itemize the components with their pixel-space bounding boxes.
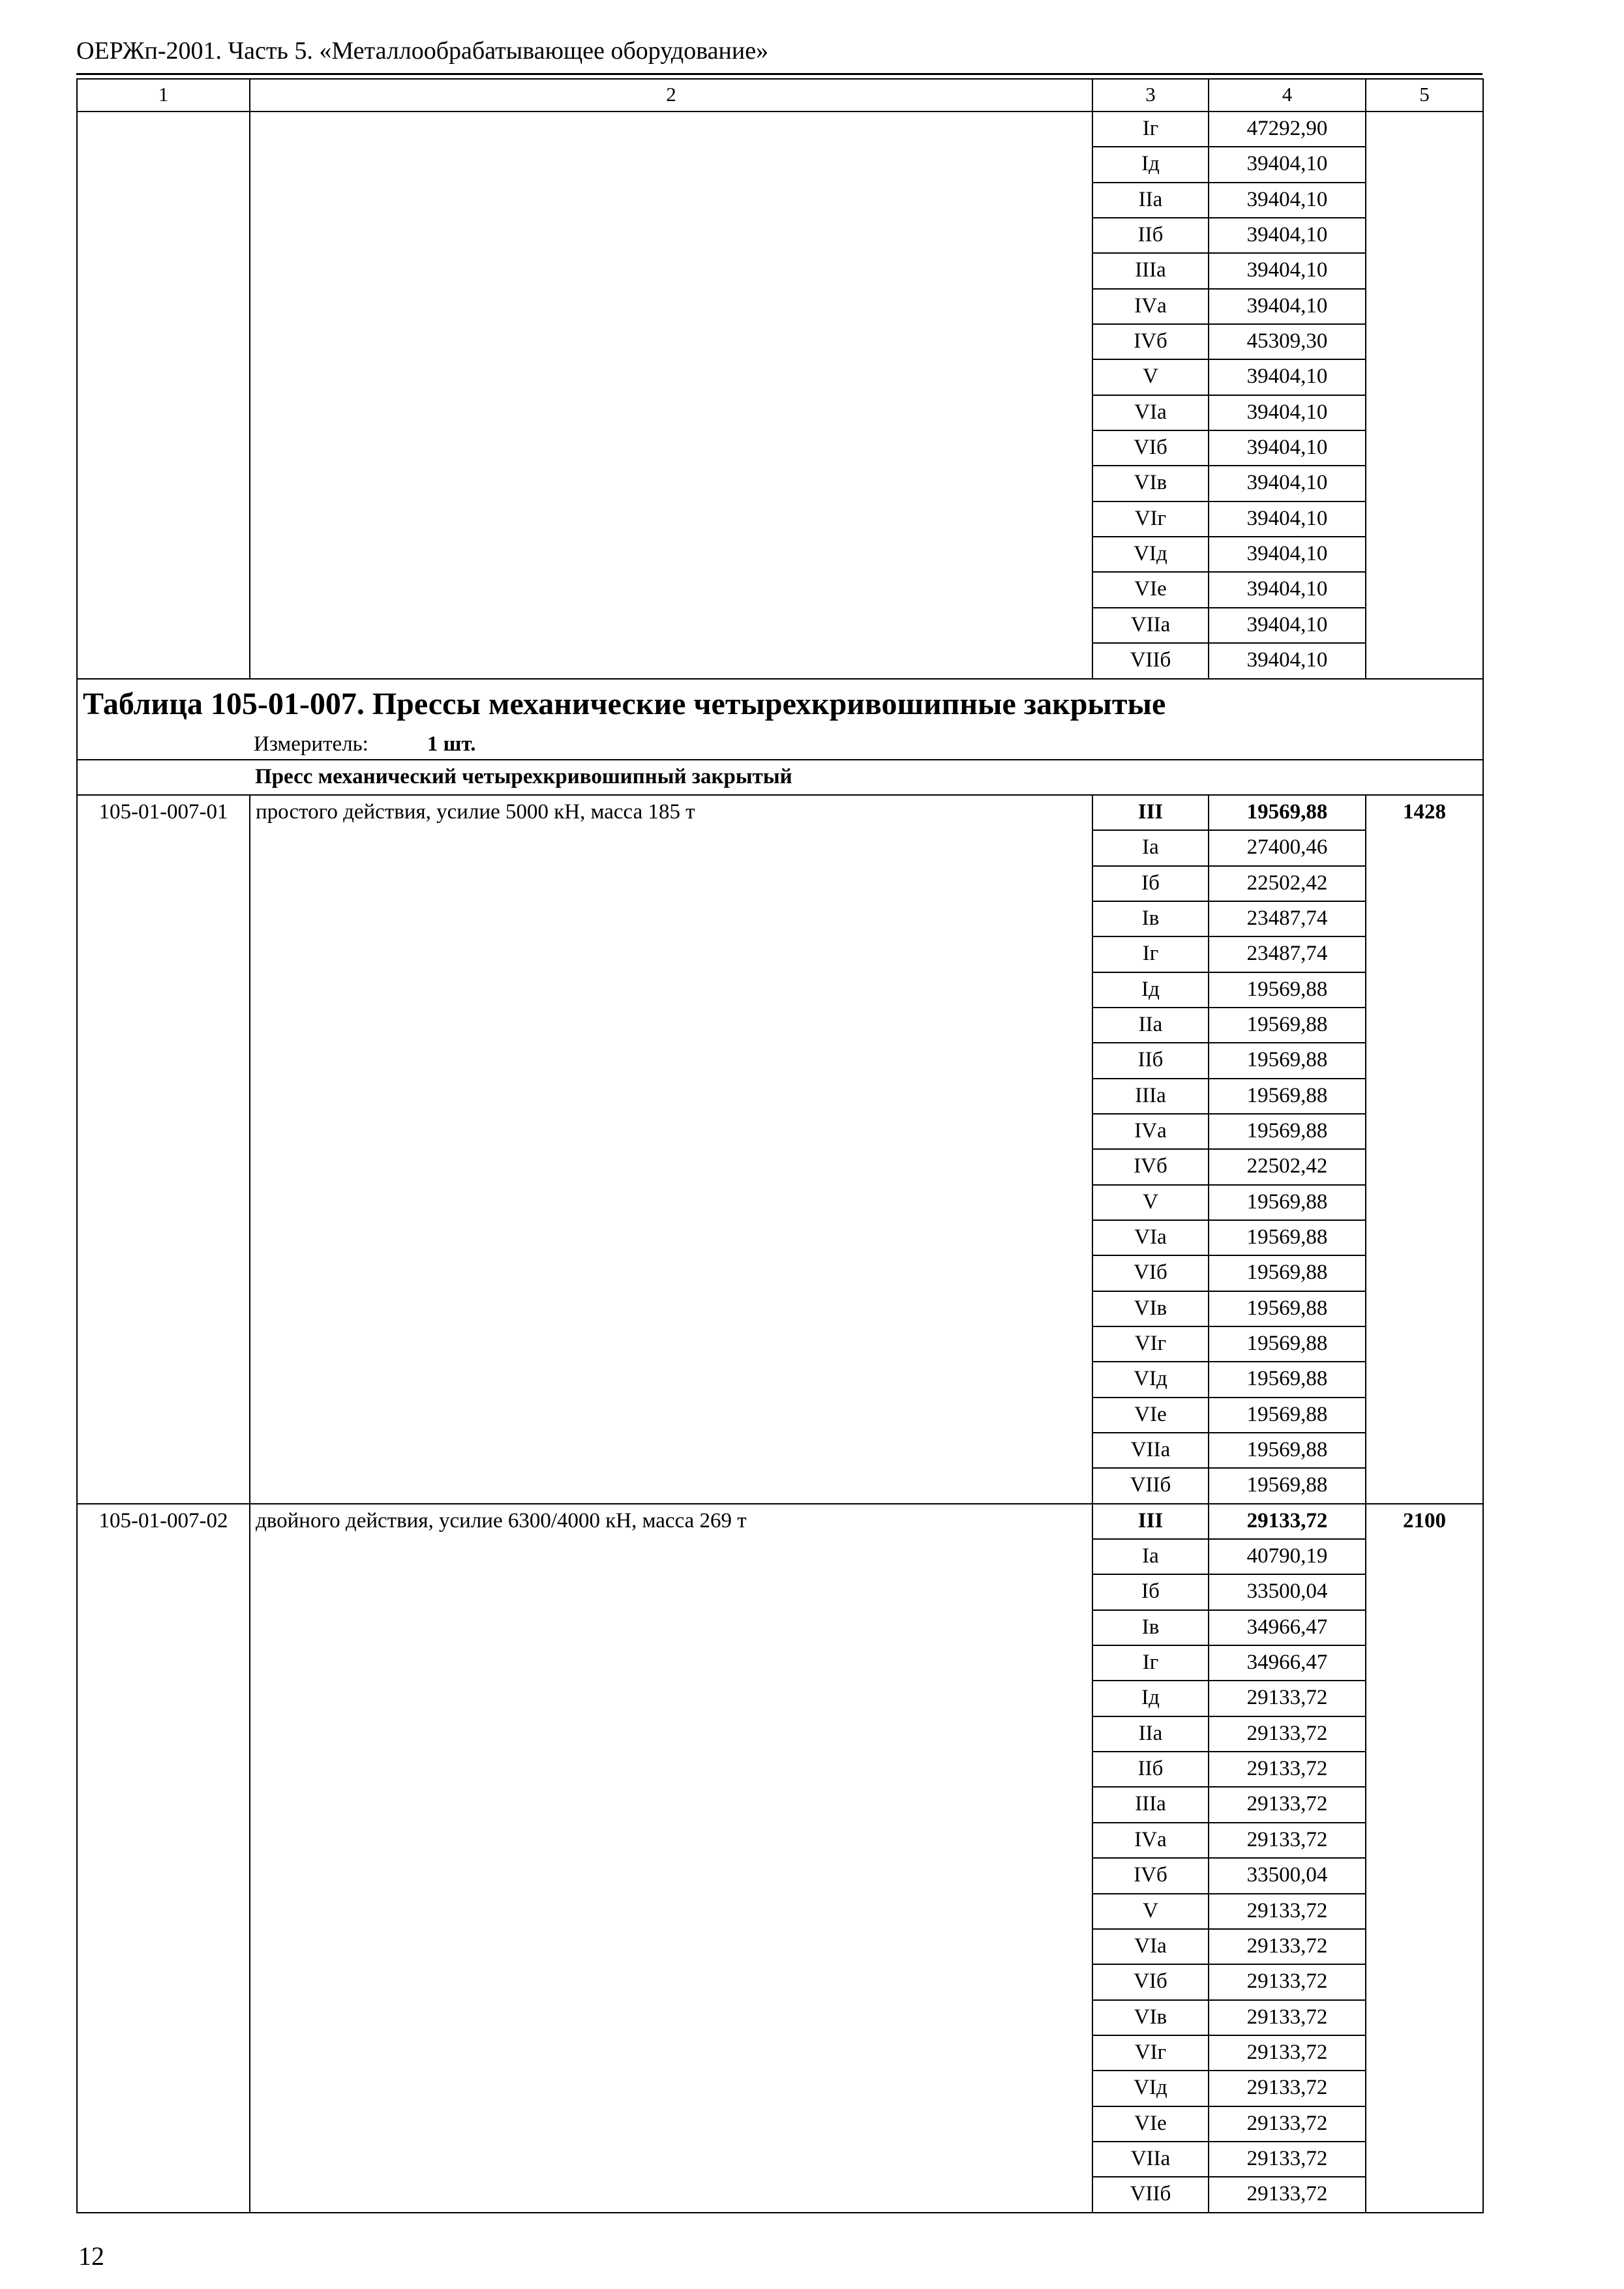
price-cell: 23487,74 (1209, 901, 1366, 936)
price-cell: 39404,10 (1209, 183, 1366, 218)
price-table (76, 78, 1484, 2213)
column-number-1: 1 (77, 79, 250, 112)
price-cell: 39404,10 (1209, 289, 1366, 324)
price-cell: 29133,72 (1209, 1681, 1366, 1716)
price-cell: 39404,10 (1209, 395, 1366, 430)
zone-cell: Iг (1092, 936, 1209, 972)
price-cell: 29133,72 (1209, 2142, 1366, 2177)
price-cell: 45309,30 (1209, 324, 1366, 359)
zone-cell: Iв (1092, 1610, 1209, 1645)
zone-cell: VIб (1092, 430, 1209, 466)
empty-cell (1366, 112, 1483, 679)
price-cell: 29133,72 (1209, 2000, 1366, 2035)
zone-cell: VIIб (1092, 2177, 1209, 2212)
zone-cell: IIIа (1092, 1079, 1209, 1114)
table-title-cell (77, 679, 1483, 760)
zone-cell: VIIб (1092, 643, 1209, 678)
column-number-4: 4 (1209, 79, 1366, 112)
zone-cell: VIд (1092, 537, 1209, 572)
price-cell: 22502,42 (1209, 1149, 1366, 1184)
measure-label: Измеритель: (254, 732, 368, 756)
zone-cell: VIб (1092, 1255, 1209, 1291)
item-description: простого действия, усилие 5000 кН, масса 185 т (250, 795, 1092, 1504)
description-cell (250, 112, 1092, 679)
price-cell: 19569,88 (1209, 1220, 1366, 1255)
zone-cell: IIIа (1092, 1787, 1209, 1822)
price-cell: 19569,88 (1209, 1433, 1366, 1468)
item-description: двойного действия, усилие 6300/4000 кН, масса 269 т (250, 1504, 1092, 2213)
price-cell: 39404,10 (1209, 218, 1366, 253)
price-cell: 29133,72 (1209, 1787, 1366, 1822)
zone-cell: IVб (1092, 1149, 1209, 1184)
zone-cell: VIIа (1092, 1433, 1209, 1468)
zone-cell: VIа (1092, 1929, 1209, 1964)
table-row (77, 112, 1483, 147)
column-number-5: 5 (1366, 79, 1483, 112)
price-cell: 34966,47 (1209, 1645, 1366, 1681)
price-cell: 29133,72 (1209, 1929, 1366, 1964)
zone-cell: Iв (1092, 901, 1209, 936)
page-header-title: ОЕРЖп-2001. Часть 5. «Металлообрабатывающее оборудование» (76, 37, 769, 65)
price-cell: 19569,88 (1209, 1362, 1366, 1397)
price-cell: 19569,88 (1209, 1114, 1366, 1149)
zone-cell: IVа (1092, 1823, 1209, 1858)
price-cell: 19569,88 (1209, 1291, 1366, 1326)
table-title-row (77, 679, 1483, 760)
zone-cell: Iб (1092, 866, 1209, 901)
price-cell: 29133,72 (1209, 1504, 1366, 1539)
zone-cell: Iд (1092, 972, 1209, 1008)
price-cell: 29133,72 (1209, 1752, 1366, 1787)
price-cell: 39404,10 (1209, 147, 1366, 182)
price-cell: 23487,74 (1209, 936, 1366, 972)
page-number: 12 (78, 2241, 104, 2271)
zone-cell: V (1092, 1894, 1209, 1929)
zone-cell: VIб (1092, 1964, 1209, 1999)
column-number-3: 3 (1092, 79, 1209, 112)
zone-cell: IIа (1092, 183, 1209, 218)
zone-cell: VIд (1092, 2071, 1209, 2106)
zone-cell: IIа (1092, 1008, 1209, 1043)
price-cell: 29133,72 (1209, 2106, 1366, 2142)
zone-cell: VIе (1092, 2106, 1209, 2142)
price-cell: 29133,72 (1209, 1964, 1366, 1999)
zone-cell: IIб (1092, 1043, 1209, 1078)
zone-cell: VIIб (1092, 1468, 1209, 1503)
zone-cell: IIб (1092, 218, 1209, 253)
unit-cell: 2100 (1366, 1504, 1483, 2213)
price-cell: 19569,88 (1209, 795, 1366, 830)
zone-cell: VIв (1092, 2000, 1209, 2035)
price-cell: 39404,10 (1209, 253, 1366, 288)
zone-cell: VIд (1092, 1362, 1209, 1397)
zone-cell: Iг (1092, 1645, 1209, 1681)
price-cell: 19569,88 (1209, 1043, 1366, 1078)
zone-cell: III (1092, 795, 1209, 830)
price-cell: 29133,72 (1209, 2071, 1366, 2106)
price-cell: 19569,88 (1209, 972, 1366, 1008)
header-rule (76, 73, 1482, 75)
price-cell: 29133,72 (1209, 1894, 1366, 1929)
price-cell: 39404,10 (1209, 608, 1366, 643)
price-cell: 19569,88 (1209, 1326, 1366, 1362)
price-cell: 47292,90 (1209, 112, 1366, 147)
price-cell: 27400,46 (1209, 830, 1366, 865)
zone-cell: IVа (1092, 1114, 1209, 1149)
column-number-row (77, 79, 1483, 112)
item-code: 105-01-007-02 (77, 1504, 250, 2213)
table-title: Таблица 105-01-007. Прессы механические четырехкривошипные закрытые (83, 686, 1166, 721)
price-cell: 39404,10 (1209, 501, 1366, 537)
zone-cell: VIг (1092, 501, 1209, 537)
zone-cell: III (1092, 1504, 1209, 1539)
table-row (77, 795, 1483, 830)
zone-cell: VIIа (1092, 2142, 1209, 2177)
zone-cell: VIв (1092, 1291, 1209, 1326)
zone-cell: Iб (1092, 1574, 1209, 1609)
column-number-2: 2 (250, 79, 1092, 112)
zone-cell: VIг (1092, 2035, 1209, 2071)
unit-cell: 1428 (1366, 795, 1483, 1504)
zone-cell: VIг (1092, 1326, 1209, 1362)
table-body (77, 112, 1483, 2213)
zone-cell: Iг (1092, 112, 1209, 147)
price-cell: 19569,88 (1209, 1398, 1366, 1433)
zone-cell: IIIа (1092, 253, 1209, 288)
zone-cell: Iа (1092, 1539, 1209, 1574)
price-cell: 29133,72 (1209, 1823, 1366, 1858)
zone-cell: IIа (1092, 1716, 1209, 1752)
measure-line (83, 729, 1477, 759)
price-cell: 22502,42 (1209, 866, 1366, 901)
price-cell: 39404,10 (1209, 359, 1366, 395)
zone-cell: Iд (1092, 1681, 1209, 1716)
zone-cell: Iд (1092, 147, 1209, 182)
price-cell: 19569,88 (1209, 1468, 1366, 1503)
item-code: 105-01-007-01 (77, 795, 250, 1504)
price-cell: 19569,88 (1209, 1079, 1366, 1114)
code-cell (77, 112, 250, 679)
group-row (77, 760, 1483, 795)
price-cell: 19569,88 (1209, 1008, 1366, 1043)
price-cell: 39404,10 (1209, 643, 1366, 678)
zone-cell: VIе (1092, 572, 1209, 607)
zone-cell: IIб (1092, 1752, 1209, 1787)
zone-cell: VIIа (1092, 608, 1209, 643)
group-heading: Пресс механический четырехкривошипный закрытый (77, 760, 1483, 795)
zone-cell: VIа (1092, 395, 1209, 430)
price-cell: 29133,72 (1209, 1716, 1366, 1752)
measure-value: 1 шт. (427, 732, 476, 756)
zone-cell: IVб (1092, 1858, 1209, 1893)
zone-cell: V (1092, 359, 1209, 395)
price-cell: 39404,10 (1209, 537, 1366, 572)
zone-cell: VIа (1092, 1220, 1209, 1255)
table-row (77, 1504, 1483, 1539)
price-cell: 40790,19 (1209, 1539, 1366, 1574)
zone-cell: VIв (1092, 466, 1209, 501)
price-cell: 33500,04 (1209, 1858, 1366, 1893)
price-cell: 29133,72 (1209, 2035, 1366, 2071)
price-cell: 19569,88 (1209, 1185, 1366, 1220)
zone-cell: VIе (1092, 1398, 1209, 1433)
zone-cell: IVа (1092, 289, 1209, 324)
price-cell: 39404,10 (1209, 430, 1366, 466)
price-cell: 19569,88 (1209, 1255, 1366, 1291)
zone-cell: V (1092, 1185, 1209, 1220)
price-cell: 34966,47 (1209, 1610, 1366, 1645)
price-cell: 33500,04 (1209, 1574, 1366, 1609)
zone-cell: IVб (1092, 324, 1209, 359)
zone-cell: Iа (1092, 830, 1209, 865)
price-cell: 29133,72 (1209, 2177, 1366, 2212)
price-cell: 39404,10 (1209, 466, 1366, 501)
price-cell: 39404,10 (1209, 572, 1366, 607)
